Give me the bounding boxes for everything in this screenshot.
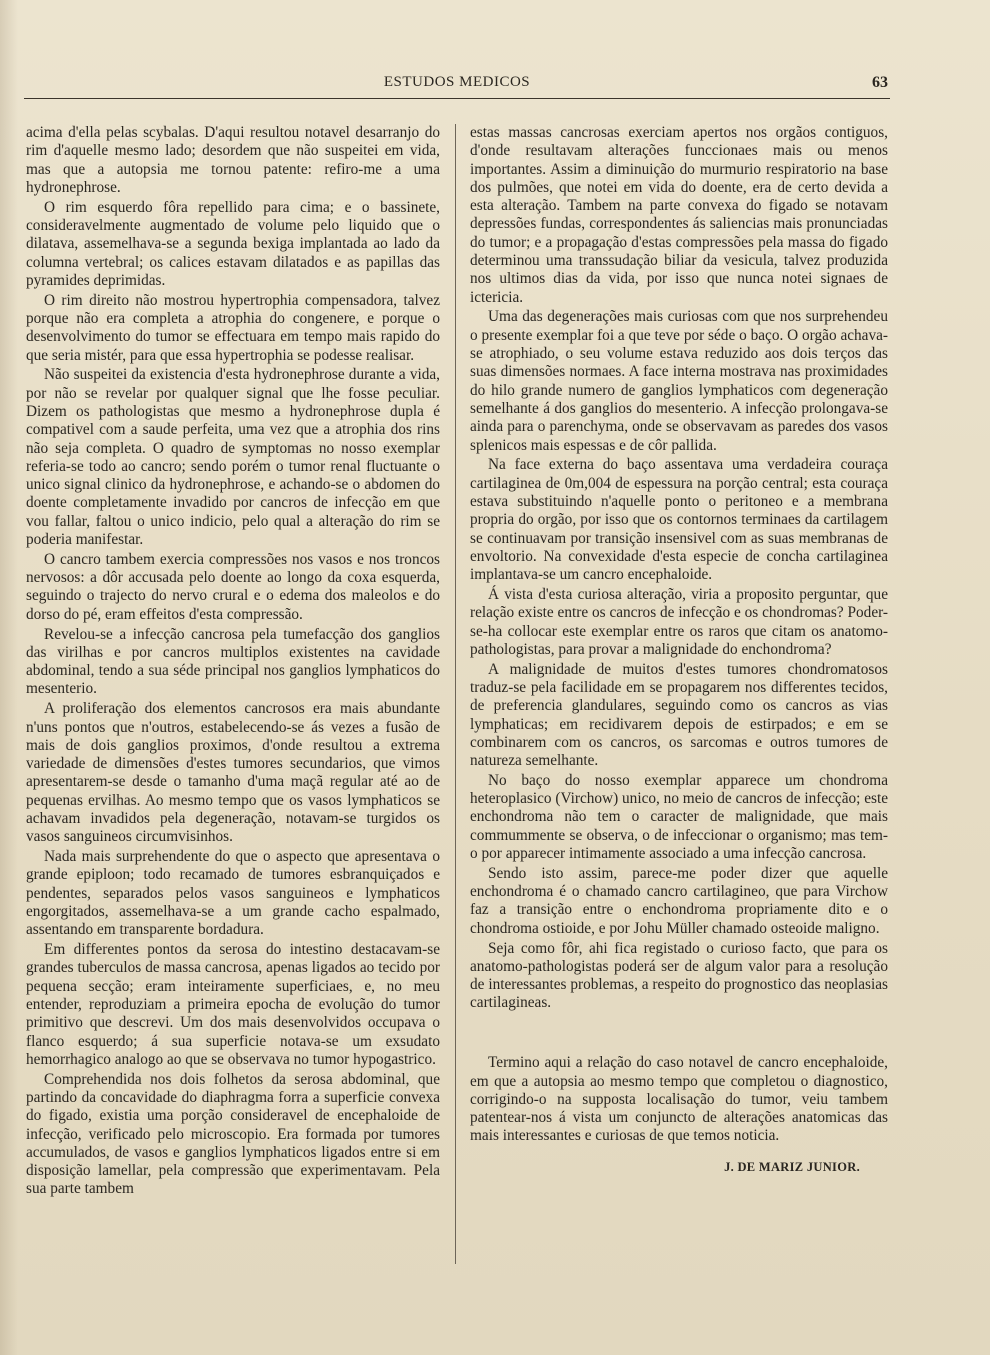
paragraph: Uma das degenerações mais curiosas com que nos surprehendeu o presente exemplar foi a que teve por séde o baço. O orgão achava-se atrophiado, o seu volume estava reduzido aos dois terços das suas dimensões normaes. A face interna mostrava nas proximidades do hilo grande numero de ganglios lymphaticos com degeneração semelhante á dos ganglios do mesenterio. A infecção prolongava-se ainda para o parenchyma, onde se observavam as paredes dos vasos splenicos mais espessas e de côr pallida.: [470, 308, 888, 454]
page-number: 63: [872, 74, 888, 91]
paragraph: Nada mais surprehendente do que o aspecto que apresentava o grande epiploon; todo recamado de tumores esbranquiçados e pendentes, separados pelos vasos sanguineos e lymphaticos engorgitados, assemelhava-se a um grande cacho espalmado, assentando em transparente bordadura.: [26, 848, 440, 939]
section-gap: [470, 1014, 888, 1054]
author-signature: J. DE MARIZ JUNIOR.: [724, 1159, 860, 1174]
closing-paragraph: Termino aqui a relação do caso notavel de cancro encephaloide, em que a autopsia ao mesmo tempo que completou o diagnostico, corrigindo-o na supposta localisação do tumor, veiu tambem patentear-nos á vista um conjuncto de alterações anatomicas das mais interessantes e curiosas de que temos noticia.: [470, 1054, 888, 1145]
paragraph: A proliferação dos elementos cancrosos era mais abundante n'uns pontos que n'outros, estabelecendo-se ás vezes a fusão de mais de dois ganglios proximos, d'onde resultou a extrema variedade de dimensões d'estes tumores secundarios, que vimos apresentarem-se desde o tamanho d'uma maçã regular até ao de pequenas ervilhas. Ao mesmo tempo que os vasos lymphaticos se achavam invadidos pela degeneração, notavam-se turgidos os vasos sanguineos circumvisinhos.: [26, 700, 440, 846]
page-edge-shadow: [0, 0, 18, 1355]
paragraph: Na face externa do baço assentava uma verdadeira couraça cartilaginea de 0m,004 de espessura na porção central; esta couraça estava substituindo n'aquelle ponto o peritoneo e a membrana propria do orgão, por isso que os contornos terminaes da cartilagem se continuavam por transição insensivel com as suas membranas de envoltorio. Na convexidade d'esta especie de concha cartilaginea implantava-se um cancro encephaloide.: [470, 456, 888, 584]
paragraph: O rim esquerdo fôra repellido para cima; e o bassinete, consideravelmente augmentado de volume pelo liquido que o dilatava, assemelhava-se a segunda bexiga implantada ao lado da columna vertebral; os calices estavam dilatados e as papillas das pyramides deprimidas.: [26, 198, 440, 289]
paragraph: Em differentes pontos da serosa do intestino destacavam-se grandes tuberculos de massa cancrosa, apenas ligados ao tecido por pequena secção; eram inteiramente superficiaes, e, no meu entender, reproduziam a primeira epocha de evolução do tumor primitivo que descrevi. Um dos mais desenvolvidos occupava o flanco esquerdo; á sua superficie notava-se um exsudato hemorrhagico analogo ao que se observava no tumor hypogastrico.: [26, 941, 440, 1068]
paragraph: Comprehendida nos dois folhetos da serosa abdominal, que partindo da concavidade do diaphragma forra a superficie convexa do figado, existia uma porção consideravel de encephaloide de infecção, verificado pelo microscopio. Era formada por tumores accumulados, de vasos e ganglios lymphaticos ligados entre si em disposição lamellar, pela compressão que experimentavam. Pela sua parte tambem: [26, 1070, 440, 1198]
paragraph: Não suspeitei da existencia d'esta hydronephrose durante a vida, por não se revelar por qualquer signal que lhe fosse peculiar. Dizem os pathologistas que mesmo a hydronephrose dupla é compativel com a saude perfeita, uma vez que a atrophia dos rins não seja completa. O quadro de symptomas no nosso exemplar referia-se todo ao cancro; sendo porém o tumor renal fluctuante o unico signal clinico da hydronephrose, e achando-se o abdomen do doente completamente invadido por cancros de infecção em que vou fallar, faltou o unico indicio, pelo qual a alteração do rim se poderia manifestar.: [26, 366, 440, 549]
paragraph: Revelou-se a infecção cancrosa pela tumefacção dos ganglios das virilhas e por cancros multiplos existentes na cavidade abdominal, tendo a sua séde principal nos ganglios lymphaticos do mesenterio.: [26, 625, 440, 698]
paragraph: No baço do nosso exemplar apparece um chondroma heteroplasico (Virchow) unico, no meio de cancros de infecção; este enchondroma não tem o caracter de malignidade, que mais commummente se observa, o de infeccionar o organismo; mas tem-o por apparecer intimamente associado a uma infecção cancrosa.: [470, 771, 888, 863]
running-title: ESTUDOS MEDICOS: [383, 74, 531, 90]
paragraph: estas massas cancrosas exerciam apertos nos orgãos contiguos, d'onde resultavam alterações funccionaes mais ou menos importantes. Assim a diminuição do murmurio respiratorio na base dos pulmões, que notei em vida do doente, era de certo devida a esta alteração. Tambem na parte convexa do figado se notavam depressões fundas, correspondentes ás saliencias mais pronunciadas do tumor; e a propagação d'estas compressões pela massa do figado determinou uma transsudação biliar da vesicula, talvez produzida nos ultimos dias da vida, por isso que nunca notei signaes de ictericia.: [470, 124, 888, 306]
paragraph: Sendo isto assim, parece-me poder dizer que aquelle enchondroma é o chamado cancro cartilagineo, que para Virchow faz a transição entre o enchondroma propriamente dito e o chondroma ostioide, e por Johu Müller chamado osteoide maligno.: [470, 864, 888, 937]
left-column: [26, 124, 440, 1200]
header-rule: [24, 98, 890, 99]
paragraph: Seja como fôr, ahi fica registado o curioso facto, que para os anatomo-pathologistas poderá ser de algum valor para a resolução de interessantes problemas, a respeito do prognostico das neoplasias cartilagineas.: [470, 939, 888, 1012]
running-header: [24, 70, 890, 100]
paragraph: O cancro tambem exercia compressões nos vasos e nos troncos nervosos: a dôr accusada pelo doente ao longo da coxa esquerda, seguindo o trajecto do nervo crural e o edema dos maleolos e do dorso do pé, eram effeitos d'esta compressão.: [26, 550, 440, 623]
paragraph: O rim direito não mostrou hypertrophia compensadora, talvez porque não era completa a atrophia do congenere, e porque o desenvolvimento do tumor se effectuara em tempo mais rapido do que seria mistér, para que essa hypertrophia se podesse realisar.: [26, 291, 440, 364]
paragraph: acima d'ella pelas scybalas. D'aqui resultou notavel desarranjo do rim d'aquelle mesmo lado; desordem que não suspeitei em vida, mas que a autopsia me tornou patente: refiro-me a uma hydronephrose.: [26, 124, 440, 196]
paragraph: Á vista d'esta curiosa alteração, viria a proposito perguntar, que relação existe entre os cancros de infecção e os chondromas? Poder-se-ha collocar este exemplar entre os raros que citam os anatomo-pathologistas, para provar a malignidade do enchondroma?: [470, 585, 888, 658]
paragraph: A malignidade de muitos d'estes tumores chondromatosos traduz-se pela facilidade em se propagarem nos differentes tecidos, de preferencia glandulares, seguindo como os cancros as vias lymphaticas; em recidivarem depois de estirpados; e em se combinarem com os cancros, os sarcomas e outros tumores de natureza semelhante.: [470, 660, 888, 770]
right-column: [470, 124, 888, 1176]
column-divider: [455, 124, 456, 1264]
